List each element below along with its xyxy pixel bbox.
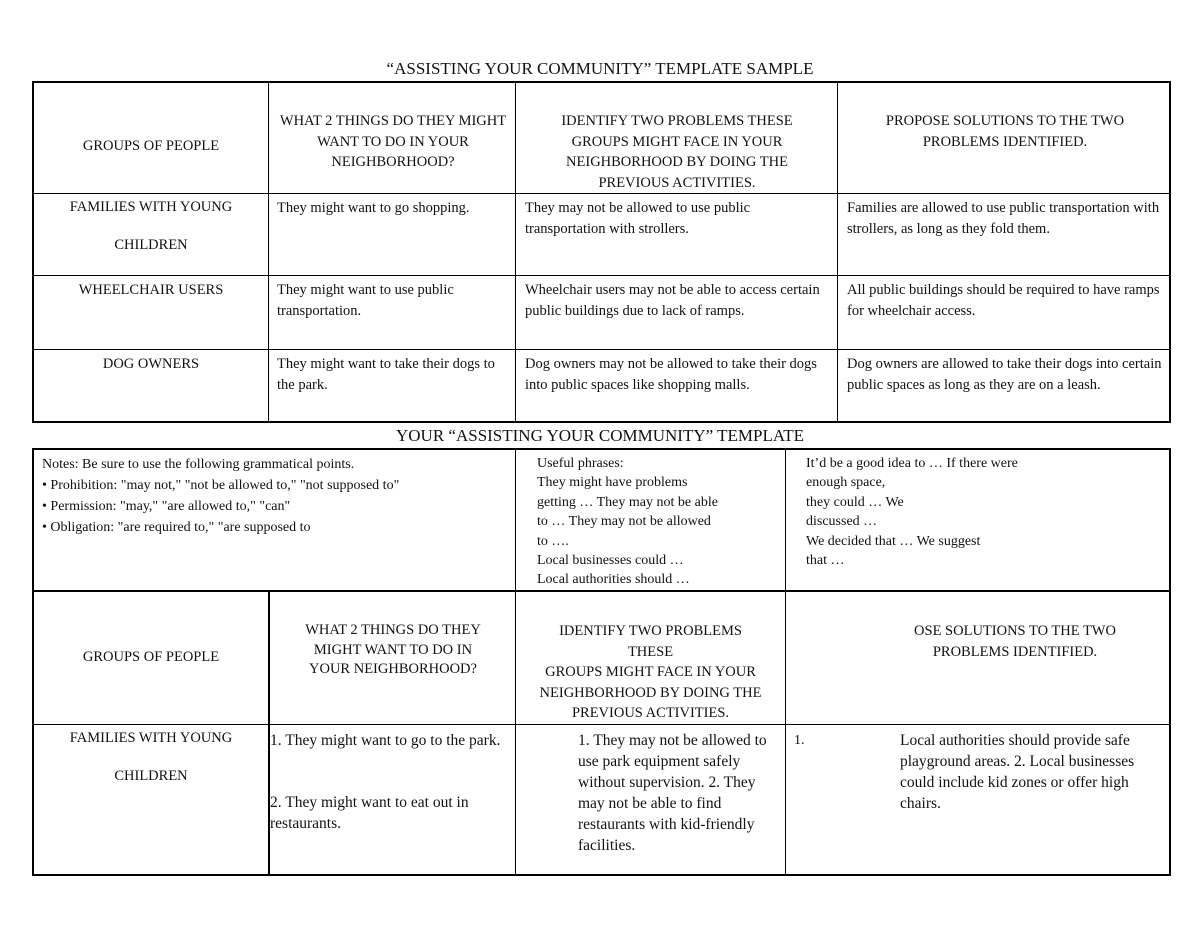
- your-row-group: FAMILIES WITH YOUNG CHILDREN: [69, 730, 233, 784]
- your-header-things: WHAT 2 THINGS DO THEY MIGHT WANT TO DO IN YOUR NEIGHBORHOOD?: [305, 622, 481, 677]
- your-row-things-1: 1. They might want to go to the park.: [270, 732, 501, 749]
- idea-phrases: It’d be a good idea to … If there were enough space, they could … We discussed … We decided that … We suggest that …: [806, 456, 1018, 569]
- your-header-groups: GROUPS OF PEOPLE: [82, 649, 220, 665]
- sample-row-2-solutions: All public buildings should be required to have ramps for wheelchair access.: [847, 282, 1160, 319]
- sample-row-3-problems: Dog owners may not be allowed to take their dogs into public spaces like shopping malls.: [525, 356, 817, 393]
- sample-row-1-group: FAMILIES WITH YOUNG CHILDREN: [69, 199, 233, 253]
- sample-header-things: WHAT 2 THINGS DO THEY MIGHT WANT TO DO IN YOUR NEIGHBORHOOD?: [279, 113, 507, 170]
- sample-row-2-problems: Wheelchair users may not be able to access certain public buildings due to lack of ramps.: [525, 282, 820, 319]
- sample-row-1-problems: They may not be allowed to use public transportation with strollers.: [525, 200, 751, 237]
- your-row-things-2: 2. They might want to eat out in restaurants.: [270, 794, 469, 832]
- your-row-solutions-number: 1.: [794, 733, 805, 748]
- sample-title: “ASSISTING YOUR COMMUNITY” TEMPLATE SAMPLE: [386, 59, 814, 78]
- grammar-notes: Notes: Be sure to use the following grammatical points. • Prohibition: "may not," "not be allowed to," "not supposed to" • Permission: "may," "are allowed to," "can" • Obligation: "are required to," "are supposed to: [42, 457, 400, 535]
- your-row-solutions: Local authorities should provide safe playground areas. 2. Local businesses could include kid zones or offer high chairs.: [900, 732, 1135, 812]
- sample-row-3-things: They might want to take their dogs to the park.: [277, 356, 495, 393]
- sample-header-solutions: PROPOSE SOLUTIONS TO THE TWO PROBLEMS IDENTIFIED.: [885, 113, 1125, 150]
- sample-header-groups: GROUPS OF PEOPLE: [82, 138, 220, 154]
- sample-row-2-group: WHEELCHAIR USERS: [78, 282, 224, 298]
- sample-row-1-solutions: Families are allowed to use public transportation with strollers, as long as they fold them.: [847, 200, 1160, 237]
- sample-header-problems: IDENTIFY TWO PROBLEMS THESE GROUPS MIGHT FACE IN YOUR NEIGHBORHOOD BY DOING THE PREVIOUS ACTIVITIES.: [561, 113, 793, 191]
- sample-row-1-things: They might want to go shopping.: [277, 200, 470, 216]
- useful-phrases: Useful phrases: They might have problems getting … They may not be able to … They may not be allowed to …. Local businesses could … Local authorities should …: [537, 456, 718, 588]
- sample-row-3-group: DOG OWNERS: [102, 356, 200, 372]
- your-header-problems: IDENTIFY TWO PROBLEMS THESE GROUPS MIGHT FACE IN YOUR NEIGHBORHOOD BY DOING THE PREVIOUS ACTIVITIES.: [539, 623, 762, 721]
- sample-row-2-things: They might want to use public transportation.: [277, 282, 454, 319]
- your-header-solutions: OSE SOLUTIONS TO THE TWO PROBLEMS IDENTIFIED.: [914, 623, 1116, 660]
- your-template-title: YOUR “ASSISTING YOUR COMMUNITY” TEMPLATE: [396, 426, 804, 445]
- sample-row-3-solutions: Dog owners are allowed to take their dogs into certain public spaces as long as they are on a leash.: [847, 356, 1162, 393]
- your-row-problems: 1. They may not be allowed to use park equipment safely without supervision. 2. They may not be able to find restaurants with kid-friendly facilities.: [578, 732, 767, 854]
